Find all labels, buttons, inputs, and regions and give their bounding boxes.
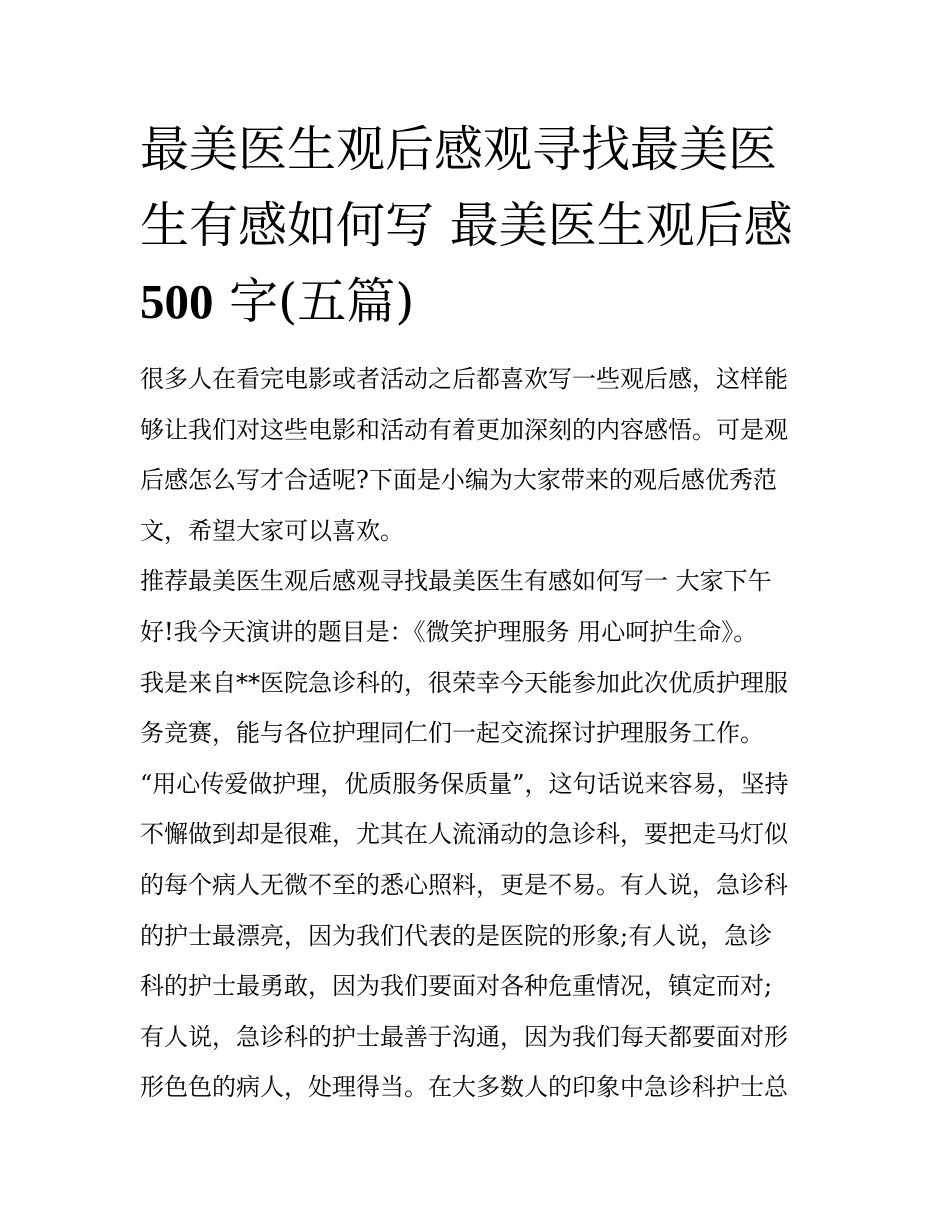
body-line: 文，希望大家可以喜欢。 xyxy=(140,516,404,545)
body-line: 好!我今天演讲的题目是：《微笑护理服务 用心呵护生命》。 xyxy=(140,617,758,646)
title-number: 500 xyxy=(140,274,214,329)
body-line: 的护士最漂亮，因为我们代表的是医院的形象;有人说，急诊 xyxy=(140,921,773,950)
body-line: 有人说，急诊科的护士最善于沟通，因为我们每天都要面对形 xyxy=(140,1022,788,1051)
document-title xyxy=(140,112,820,340)
body-line: 很多人在看完电影或者活动之后都喜欢写一些观后感，这样能 xyxy=(140,365,788,393)
body-line: 不懈做到却是很难，尤其在人流涌动的急诊科，要把走马灯似 xyxy=(140,820,788,849)
body-line: 务竞赛，能与各位护理同仁们一起交流探讨护理服务工作。 xyxy=(140,719,764,748)
document-body xyxy=(140,354,820,1113)
body-line: 推荐最美医生观后感观寻找最美医生有感如何写一 大家下午 xyxy=(140,567,772,596)
title-line: 生有感如何写 最美医生观后感 xyxy=(140,197,793,254)
title-line: 最美医生观后感观寻找最美医 xyxy=(140,121,778,178)
body-line: 够让我们对这些电影和活动有着更加深刻的内容感悟。可是观 xyxy=(140,415,788,444)
body-line: 科的护士最勇敢，因为我们要面对各种危重情况，镇定而对; xyxy=(140,972,773,1001)
body-line: 我是来自**医院急诊科的，很荣幸今天能参加此次优质护理服 xyxy=(140,668,788,697)
body-line: 后感怎么写才合适呢?下面是小编为大家带来的观后感优秀范 xyxy=(140,466,777,495)
body-line: 的每个病人无微不至的悉心照料，更是不易。有人说，急诊科 xyxy=(140,870,788,899)
body-line: 形色色的病人，处理得当。在大多数人的印象中急诊科护士总 xyxy=(140,1073,788,1102)
body-line: “用心传爱做护理，优质服务保质量”，这句话说来容易，坚持 xyxy=(140,769,789,798)
title-line: 500 字(五篇) xyxy=(140,273,415,330)
